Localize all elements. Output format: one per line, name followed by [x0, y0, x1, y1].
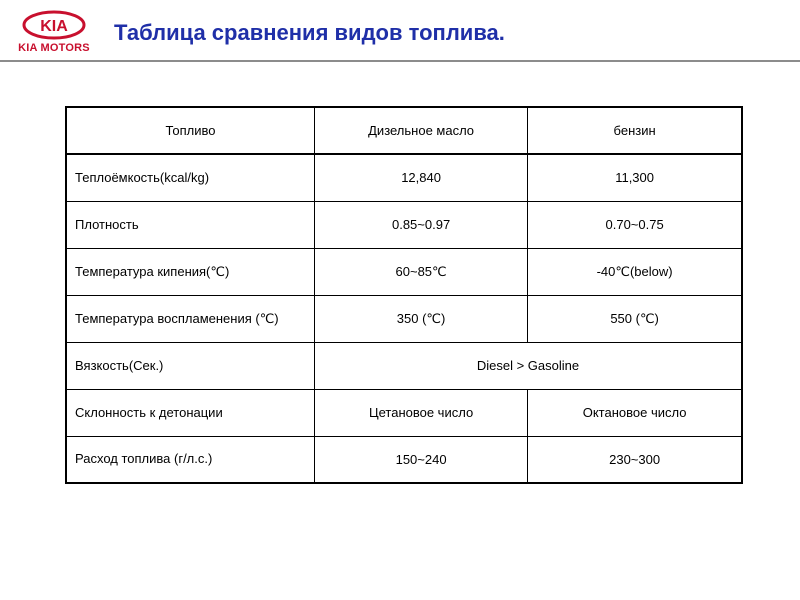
row-label: Расход топлива (г/л.с.): [66, 436, 314, 483]
table-header-row: [66, 107, 742, 154]
diesel-value: 12,840: [314, 154, 527, 201]
row-label: Вязкость(Сек.): [66, 342, 314, 389]
logo-mark-text: KIA: [40, 18, 68, 35]
kia-oval-logo-icon: [8, 10, 100, 42]
page-title: Таблица сравнения видов топлива.: [114, 20, 505, 45]
gasoline-value: Октановое число: [528, 389, 742, 436]
row-label: Температура воспламенения (℃): [66, 295, 314, 342]
row-label: Теплоёмкость(kcal/kg): [66, 154, 314, 201]
diesel-value: 60~85℃: [314, 248, 527, 295]
gasoline-value: 550 (℃): [528, 295, 742, 342]
table-row: [66, 154, 742, 201]
row-label: Склонность к детонации: [66, 389, 314, 436]
row-label: Температура кипения(℃): [66, 248, 314, 295]
table-row: [66, 295, 742, 342]
brand-name: KIA MOTORS: [18, 42, 90, 54]
diesel-value: 350 (℃): [314, 295, 527, 342]
fuel-comparison-table: [65, 106, 743, 484]
gasoline-value: 11,300: [528, 154, 742, 201]
table-row: [66, 436, 742, 483]
header-gasoline: бензин: [528, 107, 742, 154]
header-divider: [0, 60, 800, 62]
gasoline-value: 230~300: [528, 436, 742, 483]
gasoline-value: 0.70~0.75: [528, 201, 742, 248]
header-diesel: Дизельное масло: [314, 107, 527, 154]
diesel-value: Цетановое число: [314, 389, 527, 436]
table-row: [66, 389, 742, 436]
table-row: [66, 342, 742, 389]
diesel-value: 150~240: [314, 436, 527, 483]
table-row: [66, 201, 742, 248]
diesel-value: 0.85~0.97: [314, 201, 527, 248]
row-label: Плотность: [66, 201, 314, 248]
header-fuel: Топливо: [66, 107, 314, 154]
gasoline-value: -40℃(below): [528, 248, 742, 295]
table-row: [66, 248, 742, 295]
merged-value: Diesel > Gasoline: [314, 342, 742, 389]
kia-logo: [8, 10, 100, 56]
